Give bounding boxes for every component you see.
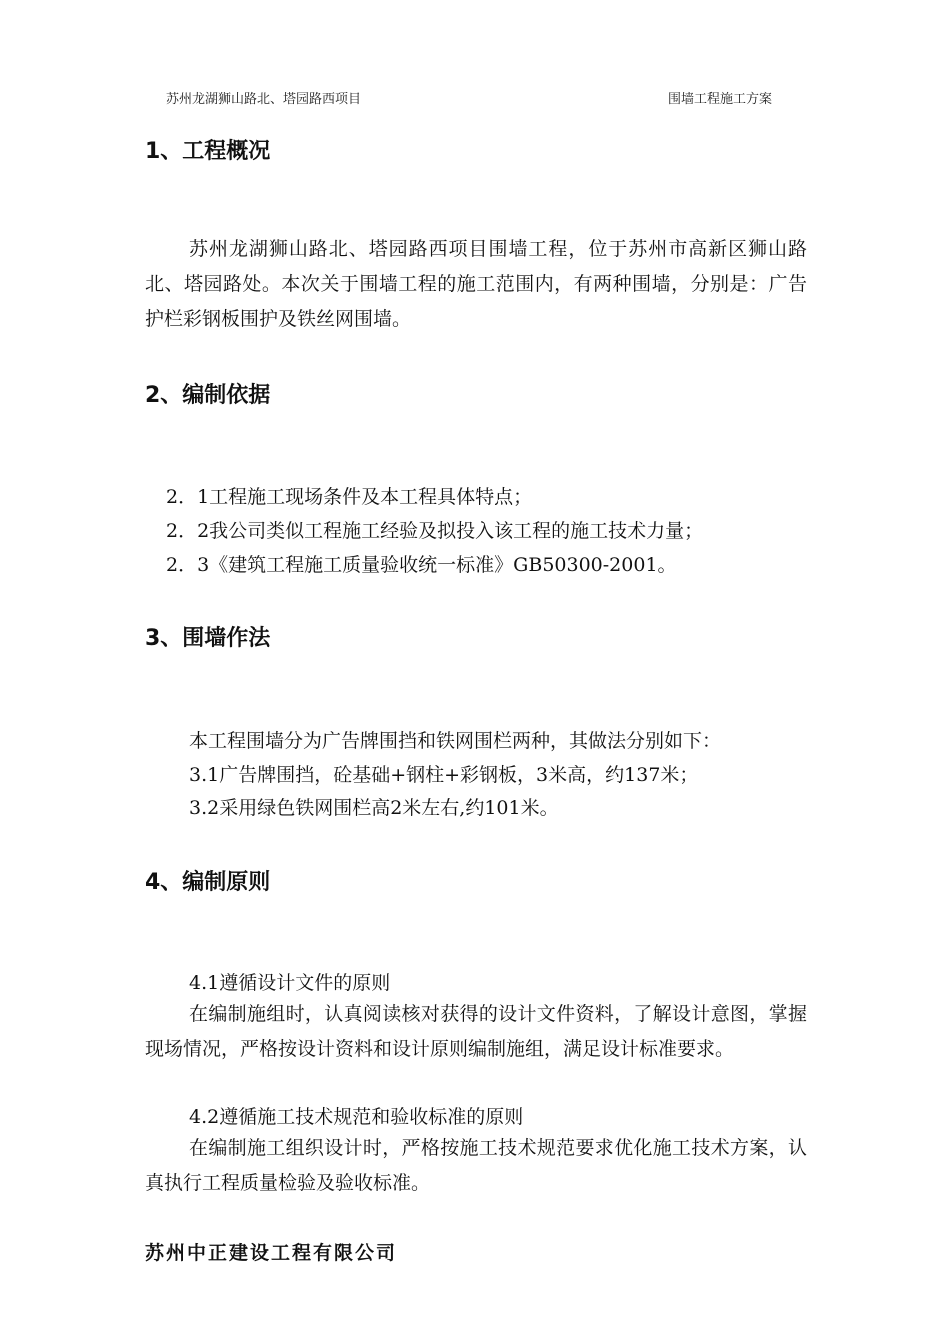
section-3-item: 3.1广告牌围挡，砼基础+钢柱+彩钢板，3米高，约137米；	[189, 764, 699, 786]
section-1-heading: 1、工程概况	[145, 139, 271, 164]
header-document-title: 围墙工程施工方案	[668, 92, 773, 107]
section-2-item: 2．1工程施工现场条件及本工程具体特点；	[166, 486, 533, 508]
section-2-item: 2．3《建筑工程施工质量验收统一标准》GB50300-2001。	[166, 554, 677, 576]
section-2-item: 2．2我公司类似工程施工经验及拟投入该工程的施工技术力量；	[166, 520, 704, 542]
section-4-subheading: 4.1遵循设计文件的原则	[189, 972, 391, 994]
section-2-heading: 2、编制依据	[145, 383, 271, 408]
header-project-name: 苏州龙湖狮山路北、塔园路西项目	[166, 92, 362, 107]
section-1-paragraph: 苏州龙湖狮山路北、塔园路西项目围墙工程，位于苏州市高新区狮山路北、塔园路处。本次关于围墙工程的施工范围内，有两种围墙，分别是：广告护栏彩钢板围护及铁丝网围墙。	[145, 238, 807, 330]
section-3-item: 3.2采用绿色铁网围栏高2米左右,约101米。	[189, 797, 559, 819]
section-4-heading: 4、编制原则	[145, 870, 271, 895]
section-4-paragraph: 在编制施组时，认真阅读核对获得的设计文件资料，了解设计意图，掌握现场情况，严格按设计资料和设计原则编制施组，满足设计标准要求。	[145, 1003, 807, 1060]
section-4-subheading: 4.2遵循施工技术规范和验收标准的原则	[189, 1106, 524, 1128]
section-4-paragraph: 在编制施工组织设计时，严格按施工技术规范要求优化施工技术方案，认真执行工程质量检验及验收标准。	[145, 1137, 807, 1194]
footer-company-name: 苏州中正建设工程有限公司	[145, 1242, 398, 1264]
section-3-heading: 3、围墙作法	[145, 626, 271, 651]
section-3-intro: 本工程围墙分为广告牌围挡和铁网围栏两种，其做法分别如下：	[189, 730, 722, 752]
